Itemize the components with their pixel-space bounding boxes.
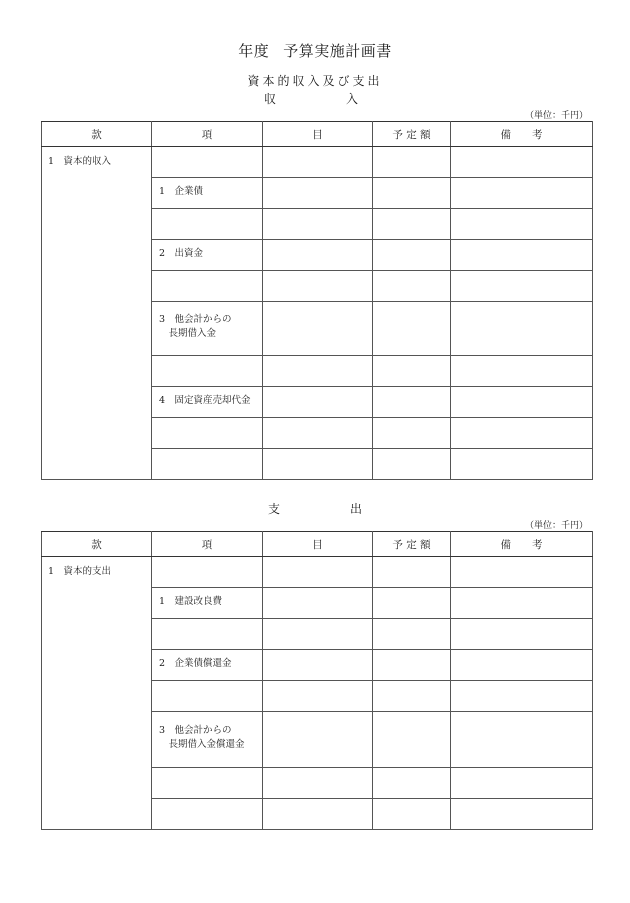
income-item-cell[interactable] (152, 302, 263, 356)
header-kan: 款 (42, 122, 152, 147)
title-year: 年度 (238, 42, 270, 60)
table-cell[interactable] (451, 178, 593, 209)
table-cell[interactable] (152, 619, 263, 650)
table-cell[interactable] (263, 302, 373, 356)
table-cell[interactable] (373, 178, 451, 209)
table-cell[interactable] (451, 588, 593, 619)
table-cell[interactable] (451, 240, 593, 271)
table-row (42, 557, 593, 588)
table-cell[interactable] (152, 799, 263, 830)
income-item-cell[interactable] (152, 178, 263, 209)
table-cell[interactable] (373, 418, 451, 449)
table-cell[interactable] (152, 147, 263, 178)
header-remarks: 備 考 (451, 532, 593, 557)
table-cell[interactable] (373, 356, 451, 387)
table-cell[interactable] (451, 557, 593, 588)
table-cell[interactable] (152, 356, 263, 387)
table-cell[interactable] (451, 209, 593, 240)
table-cell[interactable] (451, 681, 593, 712)
header-moku: 目 (263, 122, 373, 147)
table-cell[interactable] (373, 588, 451, 619)
expense-item-label: 2 企業債償還金 (159, 658, 232, 669)
table-cell[interactable] (373, 449, 451, 480)
income-item-label: 3 他会計からの 長期借入金 (159, 314, 232, 339)
table-cell[interactable] (263, 619, 373, 650)
table-cell[interactable] (152, 271, 263, 302)
table-cell[interactable] (451, 650, 593, 681)
header-remarks: 備 考 (451, 122, 593, 147)
income-item-label: 2 出資金 (159, 248, 204, 259)
table-cell[interactable] (373, 147, 451, 178)
table-cell[interactable] (263, 768, 373, 799)
table-cell[interactable] (152, 768, 263, 799)
table-cell[interactable] (451, 302, 593, 356)
table-cell[interactable] (373, 240, 451, 271)
table-cell[interactable] (451, 356, 593, 387)
table-cell[interactable] (451, 799, 593, 830)
table-cell[interactable] (152, 557, 263, 588)
expense-item-cell[interactable] (152, 712, 263, 768)
table-cell[interactable] (451, 418, 593, 449)
table-cell[interactable] (263, 681, 373, 712)
table-row (42, 147, 593, 178)
expense-item-cell[interactable] (152, 650, 263, 681)
expense-kan-label: 1 資本的支出 (48, 566, 112, 577)
table-cell[interactable] (373, 768, 451, 799)
table-cell[interactable] (263, 356, 373, 387)
expense-item-cell[interactable] (152, 588, 263, 619)
header-moku: 目 (263, 532, 373, 557)
table-cell[interactable] (263, 178, 373, 209)
income-table (41, 121, 593, 480)
table-cell[interactable] (451, 387, 593, 418)
table-cell[interactable] (451, 147, 593, 178)
expense-heading-left: 支 (268, 502, 281, 516)
table-cell[interactable] (373, 619, 451, 650)
table-cell[interactable] (263, 387, 373, 418)
header-planned-amount: 予 定 額 (373, 122, 451, 147)
income-item-label: 1 企業債 (159, 186, 204, 197)
expense-kan-cell[interactable] (42, 557, 152, 830)
table-cell[interactable] (263, 209, 373, 240)
table-cell[interactable] (373, 650, 451, 681)
table-cell[interactable] (373, 302, 451, 356)
table-cell[interactable] (263, 449, 373, 480)
header-planned-amount: 予 定 額 (373, 532, 451, 557)
table-cell[interactable] (451, 712, 593, 768)
expense-unit-label: （単位：千円） (524, 521, 588, 531)
income-heading-right: 入 (346, 92, 359, 106)
income-header-row (42, 122, 593, 147)
table-cell[interactable] (451, 449, 593, 480)
table-cell[interactable] (152, 681, 263, 712)
income-item-cell[interactable] (152, 240, 263, 271)
document-title (0, 40, 630, 61)
table-cell[interactable] (373, 799, 451, 830)
income-kan-label: 1 資本的収入 (48, 156, 112, 167)
table-cell[interactable] (152, 209, 263, 240)
expense-item-label: 1 建設改良費 (159, 596, 223, 607)
table-cell[interactable] (152, 418, 263, 449)
expense-item-label: 3 他会計からの 長期借入金償還金 (159, 725, 245, 750)
header-kou: 項 (152, 122, 263, 147)
table-cell[interactable] (263, 588, 373, 619)
income-heading-left: 収 (264, 92, 277, 106)
expense-table (41, 531, 593, 830)
table-cell[interactable] (263, 650, 373, 681)
table-cell[interactable] (373, 681, 451, 712)
header-kan: 款 (42, 532, 152, 557)
table-cell[interactable] (263, 557, 373, 588)
document-subtitle: 資本的収入及び支出 (247, 74, 383, 88)
table-cell[interactable] (152, 449, 263, 480)
table-cell[interactable] (373, 271, 451, 302)
income-item-label: 4 固定資産売却代金 (159, 395, 251, 406)
table-cell[interactable] (263, 271, 373, 302)
table-cell[interactable] (451, 768, 593, 799)
table-cell[interactable] (373, 209, 451, 240)
table-cell[interactable] (373, 557, 451, 588)
table-cell[interactable] (451, 619, 593, 650)
table-cell[interactable] (373, 712, 451, 768)
header-kou: 項 (152, 532, 263, 557)
table-cell[interactable] (373, 387, 451, 418)
table-cell[interactable] (451, 271, 593, 302)
table-cell[interactable] (263, 240, 373, 271)
table-cell[interactable] (263, 799, 373, 830)
title-main: 予算実施計画書 (283, 42, 392, 60)
income-unit-label: （単位：千円） (524, 111, 588, 121)
income-kan-cell[interactable] (42, 147, 152, 480)
expense-header-row (42, 532, 593, 557)
table-cell[interactable] (263, 418, 373, 449)
table-cell[interactable] (263, 712, 373, 768)
table-cell[interactable] (263, 147, 373, 178)
expense-heading-right: 出 (350, 502, 363, 516)
income-item-cell[interactable] (152, 387, 263, 418)
